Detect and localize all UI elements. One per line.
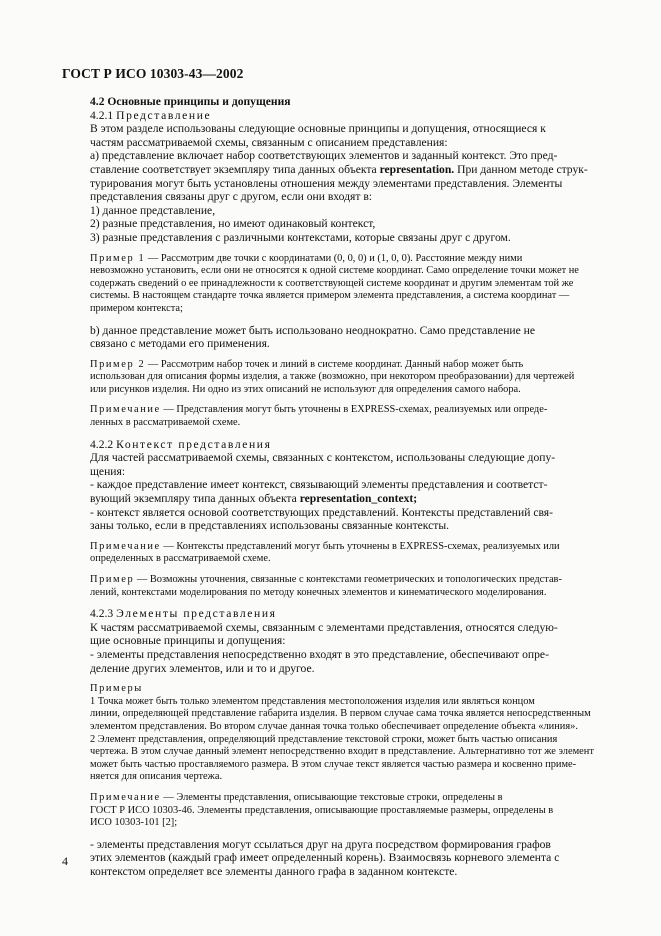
note-1: [90, 404, 598, 429]
line: деление других элементов, или и то и другое.: [90, 661, 315, 675]
list-item: 1) данное представление,: [90, 203, 216, 217]
text: — Элементы представления, описывающие текстовые строки, определены в: [160, 791, 503, 803]
line: - каждое представление имеет контекст, связывающий элементы представления и соответст-: [90, 478, 548, 492]
line: К частям рассматриваемой схемы, связанным с элементами представления, относятся следую-: [90, 620, 558, 634]
paragraph-items-2: [90, 838, 598, 879]
note-label: Примечание: [90, 791, 161, 803]
paragraph-context-intro: [90, 451, 598, 478]
note-2: [90, 541, 598, 566]
line: - элементы представления могут ссылаться друг на друга посредством формирования графов: [90, 837, 551, 851]
entity-name: representation_context;: [299, 492, 418, 506]
line: турирования могут быть установлены отношения между элементами представления. Элементы: [90, 176, 563, 190]
line: контекстом определяет все элементы данного графа в заданном контексте.: [90, 864, 458, 878]
line: b) данное представление может быть использовано неоднократно. Само представление не: [90, 323, 536, 337]
line: или рисунков изделия. Ни одно из этих описаний не используют для определения самого набора.: [90, 383, 521, 395]
line: представления связаны друг с другом, если они входят в:: [90, 190, 373, 204]
line: [90, 541, 598, 554]
line: [90, 359, 598, 372]
line: - контекст является основой соответствующих представлений. Контексты представлений свя-: [90, 505, 553, 519]
subsection-number: 4.2.3: [90, 607, 117, 621]
text: При данном методе струк-: [454, 162, 588, 176]
line: В этом разделе использованы следующие основные принципы и допущения, относящиеся к: [90, 122, 546, 136]
paragraph-a: [90, 149, 598, 203]
paragraph-context-1: [90, 478, 598, 505]
line: [90, 574, 598, 587]
subsection-number: 4.2.2: [90, 437, 117, 451]
example-label: Пример 1: [90, 252, 146, 264]
line: няется для описания чертежа.: [90, 771, 223, 783]
examples-label: Примеры: [90, 683, 143, 695]
line: 2 Элемент представления, определяющий представление текстовой строки, может быть частью описания: [90, 733, 558, 745]
line: элементом представления. Во втором случае данная точка только обеспечивает определение объекта «линия».: [90, 720, 578, 732]
text: — Представления могут быть уточнены в EXPRESS-схемах, реализуемых или опреде-: [160, 404, 548, 416]
line: связано с методами его применения.: [90, 337, 270, 351]
paragraph-items-intro: [90, 621, 598, 648]
example-1: [90, 253, 598, 316]
subsection-heading-4-2-2: [90, 438, 598, 452]
paragraph-intro: [90, 122, 598, 149]
list: [90, 204, 598, 245]
note-3: [90, 792, 598, 830]
line: щения:: [90, 464, 126, 478]
line: этих элементов (каждый граф имеет определенный корень). Взаимосвязь корневого элемента с: [90, 851, 560, 865]
line: [90, 163, 598, 177]
line: [90, 404, 598, 417]
line: линии, определяющей представление габарита изделия. В первом случае сама точка является непосредственным: [90, 708, 591, 720]
line: заны только, если в представлениях использованы связанные контексты.: [90, 519, 450, 533]
example-2: [90, 359, 598, 397]
line: [90, 492, 598, 506]
line: [90, 792, 598, 805]
list-item: 2) разные представления, но имеют одинаковый контекст,: [90, 217, 376, 231]
subsection-number: 4.2.1: [90, 108, 117, 122]
list-item: 3) разные представления с различными контекстами, которые связаны друг с другом.: [90, 230, 511, 244]
example-label: Пример: [90, 574, 135, 585]
line: частям рассматриваемой схемы, связанным с описанием представления:: [90, 135, 448, 149]
text: — Рассмотрим набор точек и линий в системе координат. Данный набор может быть: [145, 358, 524, 370]
text: вующий экземпляру типа данных объекта: [90, 492, 300, 506]
document-header: ГОСТ Р ИСО 10303-43—2002: [62, 66, 244, 81]
line: системы. В настоящем стандарте точка является примером элемента представления, а система координат —: [90, 290, 570, 302]
line: 1 Точка может быть только элементом представления местоположения изделия или являться концом: [90, 695, 535, 707]
subsection-heading-4-2-1: [90, 109, 598, 123]
subsection-title: Элементы представления: [116, 607, 277, 621]
line: определенных в рассматриваемой схеме.: [90, 553, 271, 565]
line: щие основные принципы и допущения:: [90, 634, 286, 648]
paragraph-context-2: [90, 506, 598, 533]
note-label: Примечание: [90, 540, 161, 552]
text: — Контексты представлений могут быть уточнены в EXPRESS-схемах, реализуемых или: [160, 540, 560, 552]
subsection-heading-4-2-3: [90, 607, 598, 621]
line: Для частей рассматриваемой схемы, связанных с контекстом, использованы следующие допу-: [90, 451, 556, 465]
line: примером контекста;: [90, 302, 183, 314]
examples-4: [90, 683, 598, 784]
line: использован для описания формы изделия, а также (возможно, при некотором преобразовании) для чертежей: [90, 371, 575, 383]
section-heading-4-2: 4.2 Основные принципы и допущения: [90, 95, 291, 108]
page-number: 4: [62, 854, 68, 868]
paragraph-b: [90, 324, 598, 351]
entity-name: representation.: [379, 162, 455, 176]
example-3: [90, 574, 598, 599]
line: может быть частью проставляемого размера. В этом случае текст является частью размера и косвенно приме-: [90, 758, 577, 770]
paragraph-items-1: [90, 648, 598, 675]
line: - элементы представления непосредственно входят в это представление, обеспечивают опре-: [90, 647, 549, 661]
line: ГОСТ Р ИСО 10303-46. Элементы представления, описывающие проставляемые размеры, определены в: [90, 804, 554, 816]
text: ставление соответствует экземпляру типа данных объекта: [90, 162, 380, 176]
text: — Рассмотрим две точки с координатами (0, 0, 0) и (1, 0, 0). Расстояние между ними: [145, 252, 523, 264]
line: чертежа. В этом случае данный элемент непосредственно входит в представление. Альтернативно тот же элемент: [90, 746, 594, 758]
line: [90, 253, 598, 266]
note-label: Примечание: [90, 404, 161, 416]
text: — Возможны уточнения, связанные с контекстами геометрических и топологических представ-: [134, 574, 562, 585]
line: а) представление включает набор соответствующих элементов и заданный контекст. Это пред-: [90, 149, 558, 163]
subsection-title: Контекст представления: [116, 437, 272, 451]
document-body: [90, 95, 598, 878]
subsection-title: Представление: [116, 108, 212, 122]
example-label: Пример 2: [90, 358, 146, 370]
line: ИСО 10303-101 [2];: [90, 817, 178, 829]
line: ленных в рассматриваемой схеме.: [90, 417, 241, 429]
line: невозможно установить, если они не относятся к одной системе координат. Само определение точки может не: [90, 265, 579, 277]
line: лений, контекстами моделирования по методу конечных элементов и кинематического моделирования.: [90, 586, 547, 598]
line: содержать сведений о ее принадлежности к соответствующей системе координат и другим элементам той же: [90, 277, 574, 289]
